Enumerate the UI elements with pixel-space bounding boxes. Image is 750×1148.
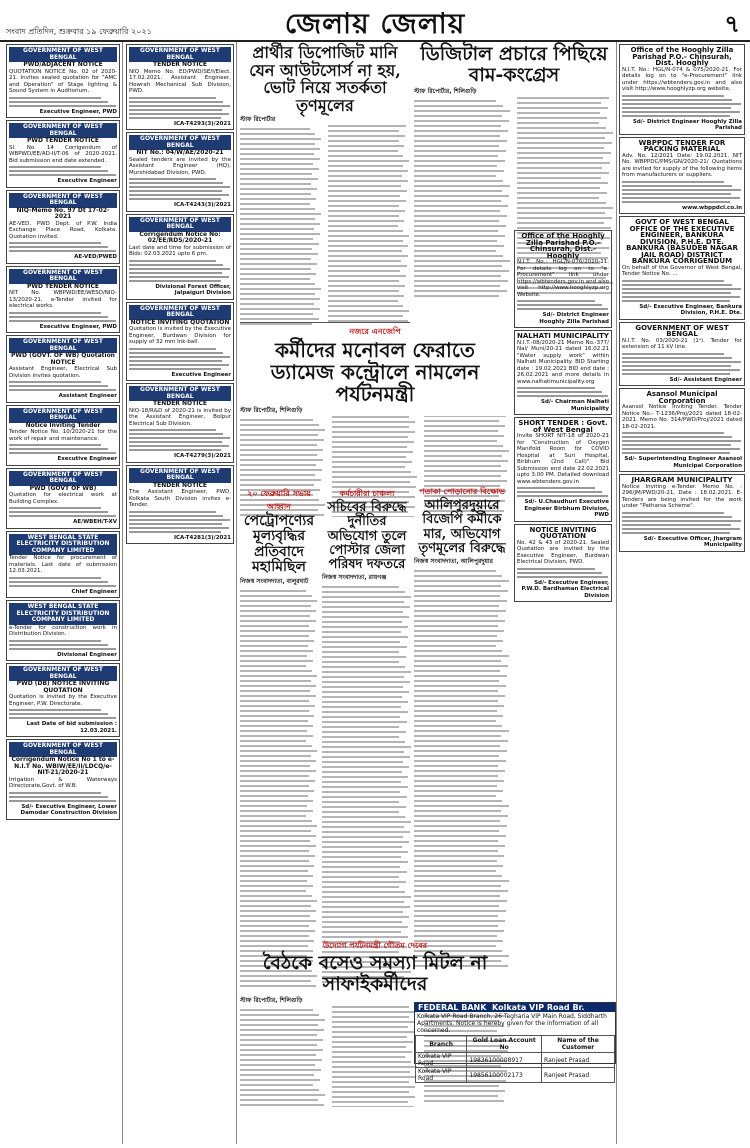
table-header-cell: Branch (416, 1036, 467, 1053)
tender-ad (6, 739, 120, 820)
ad-govt-banner: GOVERNMENT OF WEST BENGAL (9, 47, 117, 62)
tender-ad (6, 120, 120, 188)
ad-text-lines (517, 568, 609, 578)
ad-signature: Sd/- Chairman Nalhati Municipality (541, 399, 609, 412)
ad-signature: Divisional Engineer (57, 651, 117, 658)
ad-signature: Divisional Forest Officer, Jalpaiguri Division (155, 283, 231, 296)
ad-body: On behalf of the Governor of West Bengal, Tender Notice No. ... (622, 264, 742, 277)
ad-body: Sealed tenders are invited by the Assistant Engineer (HQ), Murshidabad Division, PWD. (129, 156, 231, 176)
ad-signature: AE-VED/PWED (74, 254, 117, 260)
ad-body: Tender Notice for procurement of materials. Last date of submission 12.03.2021. (9, 555, 117, 574)
section-title: জেলায় জেলায় (284, 7, 466, 40)
ad-heading: Office of the Hooghly Zilla Parishad P.O.-Chinsurah, Dist.-Hooghly (521, 232, 605, 260)
ad-body: N.I.T. No. 03/2020-21 (1ᵃ). Tender for extension of 11 kV line. (622, 337, 742, 350)
ad-body: N.I.T.-08/2020-21 Memo No.-377/ Nal/ Muni/20-21 dated 16.02.21 "Water supply work" within Nalhati Municipality. BID Starting date : 19.02.2021 BID end date : 26.02.2021 and more details in www.nalhatimunicipality.org (517, 339, 609, 385)
table-cell: 19836100008917 (467, 1053, 542, 1068)
tender-ad (514, 417, 612, 522)
ad-subtitle: Corrigendum Notice No 1 to e-N.I.T No. WBIW/EE/II/LDCQ/e-NIT-21/2020-21 (11, 756, 115, 776)
table-row (416, 1053, 615, 1068)
ad-heading: WBPPDC TENDER FOR PACKING MATERIAL (638, 138, 726, 153)
ad-subtitle: NIT No.: 04/W/AE/2020-21 (136, 149, 224, 156)
ad-subtitle: PWD (DB) NOTICE INVITING QUOTATION (16, 680, 110, 694)
ad-body: The Assistant Engineer, PWD, Kolkata South Division invites e-Tender. (129, 489, 231, 508)
headline: পেট্রোপণ্যের মূল্যবৃদ্ধির প্রতিবাদে মহামিছিল (243, 513, 315, 576)
ad-signature: Last Date of bid submission : 12.03.2021. (26, 721, 117, 734)
byline: স্টাফ রিপোর্টার (240, 116, 276, 124)
byline: নিজস্ব সংবাদদাতা, বালুরঘাট (240, 577, 309, 585)
story-digital (414, 44, 614, 224)
ad-signature: ICA-T4293(3)/2021 (173, 120, 231, 127)
ad-body: Tender Notice No. 10/2020-21 for the work of repair and maintenance. (9, 429, 117, 442)
story-body (240, 590, 318, 987)
ad-govt-banner: WEST BENGAL STATE ELECTRICITY DISTRIBUTION COMPANY LIMITED (9, 603, 117, 625)
tender-ad (126, 383, 234, 463)
ad-signature: Sd/- Executive Engineer, Bankura Division, P.H.E. Dte. (639, 303, 742, 316)
ad-body: NIQ-18/R&D of 2020-21 is invited by the Assistant Engineer, Bolpur Electrical Sub Division. (129, 407, 231, 427)
ad-signature: Assistant Engineer (58, 393, 117, 399)
left-ad-column (4, 42, 123, 1144)
ad-signature: ICA-T4281(3)/2021 (173, 534, 231, 541)
ad-signature: Sd/- District Engineer Hooghly Zilla Parishad (632, 118, 742, 131)
kicker: উদ্যোগ পর্যটনমন্ত্রী গৌতম দেবের (322, 940, 428, 950)
story-alipurduar (414, 486, 510, 736)
bank-ad-body: Kolkata VIP Road Branch, 26 Tegharia VIP Main Road, Siddharth Apartments. Notice is hereby given for the information of all concerned. (417, 1013, 607, 1034)
ad-govt-banner: GOVERNMENT OF WEST BENGAL (9, 123, 117, 138)
ad-text-lines (129, 260, 231, 282)
right-ad-column (616, 42, 747, 1144)
ad-text-lines (129, 97, 231, 119)
tender-ad (619, 216, 745, 320)
headline: বৈঠকে বসেও সমস্যা মিটল না সাফাইকর্মীদের (262, 952, 488, 995)
ad-body: Invite SHORT NIT-18 of 2020-21 for "Construction of Oxygen Manifold Room for COVID Hospital at Suri Hospital, Birbhum (2nd Call)" Bid Submission end date 22.02.2021 upto 3:00 PM. Detailed download www.wbtenders.gov.in (517, 433, 609, 485)
bank-branch: Kolkata VIP Road Br. (492, 1003, 585, 1012)
story-body (414, 570, 510, 967)
ad-text-lines (129, 348, 231, 370)
ad-body: Last date and time for submission of Bids: 02.03.2021 upto 6 pm. (129, 244, 231, 257)
ad-subtitle: PWD TENDER NOTICE (26, 137, 100, 144)
ad-signature: Sd/- U.Chaudhuri Executive Engineer Birbhum Division, PWD (524, 499, 609, 518)
story-deposit (240, 44, 410, 320)
page-number: ৭ (724, 9, 740, 38)
ad-text-lines (129, 429, 231, 451)
ad-heading: GOVT OF WEST BENGAL OFFICE OF THE EXECUTIVE ENGINEER, BANKURA DIVISION, P.H.E. DTE. BANKURA (BASUDEB NAGAR JAIL ROAD) DISTRICT BANKURA CORRIGENDUM (626, 218, 738, 265)
ad-govt-banner: GOVERNMENT OF WEST BENGAL (9, 269, 117, 284)
ad-govt-banner: WEST BENGAL STATE ELECTRICITY DISTRIBUTION COMPANY LIMITED (9, 534, 117, 556)
ad-signature: Executive Engineer (57, 178, 117, 184)
ad-text-lines (129, 511, 231, 533)
ad-signature: ICA-T4243(3)/2021 (173, 202, 231, 208)
tender-ad (619, 44, 745, 135)
ad-subtitle: TENDER NOTICE (153, 481, 207, 489)
ad-text-lines (9, 507, 117, 517)
ad-text-lines (9, 792, 117, 802)
tender-ad (619, 474, 745, 552)
ad-subtitle: TENDER NOTICE (153, 400, 207, 407)
ad-subtitle: PWD (GOVT OF WB) (29, 484, 97, 492)
ad-text-lines (517, 487, 609, 497)
kicker: কর্মচারীরা চাঞ্চল্য (339, 488, 395, 498)
ad-text-lines (517, 387, 609, 397)
table-cell: Ranjeet Prasad (542, 1053, 615, 1068)
byline: নিজস্ব সংবাদদাতা, আলিপুরদুয়ার (414, 558, 493, 566)
ad-subtitle: PWD/ADJACENT NOTICE (23, 61, 103, 68)
tender-ad (6, 335, 120, 403)
ad-signature: Sd/- Executive Engineer, Lower Damodar Construction Division (20, 803, 117, 816)
ad-heading: NALHATI MUNICIPALITY (517, 332, 609, 340)
ad-body: Asansol Notice Inviting Tender. Tender Notice No.- T-1236/Proj/2021 dated 18-02-2021. Memo No. 314/PWD/Proj/2021 dated 18-02-2021. (622, 404, 742, 430)
ad-govt-banner: GOVERNMENT OF WEST BENGAL (129, 386, 231, 401)
story-petrol (240, 488, 318, 838)
ad-body: N.I.T. No.: HGL/N-076/2020-21. For details log on to "e-Procurement" link under https://wbtenders.gov.in and also visit http://www.hooghlyzp.org Website. (517, 259, 609, 298)
ad-text-lines (9, 242, 117, 252)
ad-signature: Chief Engineer (71, 588, 117, 595)
byline: স্টাফ রিপোর্টার, শিলিগুড়ি (240, 407, 303, 414)
tender-ad (514, 330, 612, 415)
ad-text-lines (622, 353, 742, 375)
table-row (416, 1068, 615, 1083)
bank-ad (414, 1002, 616, 1082)
story-body (322, 586, 412, 983)
ad-heading: GOVERNMENT OF WEST BENGAL (635, 323, 729, 338)
ad-signature: Executive Engineer, PWD (39, 108, 117, 115)
table-header-cell: Name of the Customer (542, 1036, 615, 1053)
ad-text-lines (9, 381, 117, 391)
ad-govt-banner: GOVERNMENT OF WEST BENGAL (129, 305, 231, 320)
ad-signature: www.wbppdcl.co.in (682, 204, 742, 211)
tender-ad (6, 44, 120, 118)
ad-govt-banner: GOVERNMENT OF WEST BENGAL (129, 135, 231, 150)
table-cell: 19856100002173 (467, 1068, 542, 1083)
byline: স্টাফ রিপোর্টার, শিলিগুড়ি (414, 87, 477, 95)
ad-body: Notice Inviting e-Tender. Memo No. : 296/JM/PWD/20-21, Date : 18.02.2021. E-Tenders are being invited for the work under "Patharsa Scheme". (622, 483, 742, 509)
byline: স্টাফ রিপোর্টার, শিলিগুড়ি (240, 996, 303, 1004)
kicker: ২০ ফেব্রুয়ারি সভায় আহ্বান (247, 488, 311, 511)
ad-text-lines (9, 444, 117, 454)
table-cell: Kolkata VIP Road (416, 1053, 467, 1068)
story-damage-control (240, 326, 510, 486)
tender-ad (619, 322, 745, 387)
ad-body: N.I.T. No.: HGL/N-074 & 075/2020-21. For details log on to "e-Procurement" link under https://wbtenders.gov.in and also visit http://www.hooghlyzp.org website. (622, 66, 742, 92)
ad-body: QUOTATION NOTICE No. 02 of 2020-21. Invites sealed quotation for "AMC and Operation" of Stage lighting & Sound System in Auditorium. (9, 68, 117, 94)
ad-subtitle: PWD TENDER NOTICE (26, 282, 100, 290)
ad-body: NIQ Memo No. ED/PWD/SE/I/Elect. 17.02.2021. Assistant Engineer, Howrah Mechanical Sub Division, PWD. (129, 68, 231, 94)
ad-body: Irrigation & Waterways Directorate,Govt. of W.B. (9, 776, 117, 789)
ad-text-lines (9, 709, 117, 719)
tender-ad (6, 266, 120, 334)
ad-signature: Executive Engineer, PWD (39, 323, 117, 330)
ad-signature: AE/WBEH/T-XV (73, 519, 117, 525)
ad-text-lines (9, 577, 117, 587)
ad-subtitle: NIQ-Memo No. 97 Dt 17-02-2021 (16, 206, 110, 220)
divider (240, 322, 410, 323)
ad-text-lines (622, 280, 742, 302)
ad-heading: Asansol Municipal Corporation (646, 390, 718, 405)
ad-signature: Sd/- Assistant Engineer (669, 376, 742, 383)
ad-signature: Sd/- Executive Engineer, P.W.D. Bardhaman Electrical Division (521, 579, 609, 599)
ad-body: Quotation is invited by the Executive Engineer, Burdwan Division for supply of 32 mm Ink-ball. (129, 326, 231, 345)
tender-ad (126, 132, 234, 212)
ad-body: Quotation for electrical work at Building Complex. (9, 492, 117, 505)
table-header-cell: Gold Loan Account No (467, 1036, 542, 1053)
table-cell: Kolkata VIP Road (416, 1068, 467, 1083)
ad-body: Sl. No. 14 Corrigendum of WBPWD/EE/AD-II/T-06 of 2020-2021. Bid submission end date extended. (9, 144, 117, 164)
table-cell: Ranjeet Prasad (542, 1068, 615, 1083)
headline: ডিজিটাল প্রচারে পিছিয়ে বাম-কংগ্রেস (420, 43, 608, 86)
ad-text-lines (622, 512, 742, 534)
ad-govt-banner: GOVERNMENT OF WEST BENGAL (9, 193, 117, 208)
headline: কর্মীদের মনোবল ফেরাতে ড্যামেজ কন্ট্রোলে নামলেন পর্যটনমন্ত্রী (270, 338, 480, 406)
story-body (240, 125, 410, 327)
ad-subtitle: NOTICE INVITING QUOTATION (130, 318, 230, 326)
ad-heading: JHARGRAM MUNICIPALITY (631, 476, 733, 484)
ad-signature: Executive Engineer (171, 371, 231, 378)
ad-subtitle: Notice Inviting Tender (25, 421, 101, 429)
gold-loan-table (415, 1035, 615, 1083)
ad-text-lines (9, 312, 117, 322)
page-header (0, 0, 750, 42)
tender-ad (126, 44, 234, 130)
ad-govt-banner: GOVERNMENT OF WEST BENGAL (129, 468, 231, 483)
ad-signature: Sd/- Superintending Engineer Asansol Municipal Corporation (624, 456, 742, 469)
ad-body: NIT No. WBPWD/EE/WESD/NIQ-13/2020-21. e-Tender invited for electrical works. (9, 290, 117, 309)
headline: প্রার্থীর ডিপোজিট মানি যেন আউটসোর্স না হয়, ভোট নিয়ে সতর্কতা তৃণমূলের (249, 43, 401, 115)
ad-body: e-Tender for construction work in Distribution Division. (9, 624, 117, 637)
ad-text-lines (9, 640, 117, 650)
ad-heading: SHORT TENDER : Govt. of West Bengal (518, 419, 608, 434)
tender-ad (514, 524, 612, 603)
table-header-row (416, 1036, 615, 1053)
ad-text-lines (622, 95, 742, 117)
ad-text-lines (9, 166, 117, 176)
tender-ad (126, 214, 234, 300)
tender-ad (126, 465, 234, 545)
ad-body: AE-VED, PWD Dept. of P.W. India Exchange Place Road, Kolkata. Quotation invited. (9, 220, 117, 240)
dateline: সংবাদ প্রতিদিন, শুক্রবার ১৯ ফেব্রুয়ারি ২০২১ (6, 27, 152, 36)
ad-subtitle: TENDER NOTICE (153, 61, 207, 68)
tender-ad (6, 663, 120, 737)
ad-signature: Sd/- District Engineer Hooghly Zilla Parishad (539, 312, 609, 325)
ad-subtitle: Corrigendum Notice No: 02/EE/RDS/2020-21 (139, 230, 221, 244)
ad-govt-banner: GOVERNMENT OF WEST BENGAL (9, 408, 117, 423)
tender-ad (6, 405, 120, 466)
tender-ad (619, 388, 745, 472)
bank-name-bar (415, 1003, 615, 1012)
ad-govt-banner: GOVERNMENT OF WEST BENGAL (129, 217, 231, 232)
ad-text-lines (9, 97, 117, 107)
ad-text-lines (129, 178, 231, 200)
ad-text-lines (622, 181, 742, 203)
tender-ad (6, 600, 120, 661)
bank-name: FEDERAL BANK (418, 1003, 487, 1012)
ad-text-lines (622, 432, 742, 454)
tender-ad (6, 531, 120, 599)
ad-body: No. 42 & 43 of 2020-21. Sealed Quotation are invited by the Executive Engineer, Burdwan Electrical Division, PWD. (517, 539, 609, 565)
tender-ad (619, 137, 745, 215)
story-secretary (322, 488, 412, 838)
kicker: পতাকা পোড়ানোর বিক্ষোভ (419, 486, 505, 496)
ad-body: Assistant Engineer, Electrical Sub Division invites quotation. (9, 366, 117, 379)
headline: সচিবের বিরুদ্ধে দুর্নীতির অভিযোগ তুলে পোস্টার জেলা পরিষদ দফতরে (327, 500, 407, 573)
ad-heading: Office of the Hooghly Zilla Parishad P.O.- Chinsurah, Dist. Hooghly (630, 46, 734, 67)
tender-ad (6, 468, 120, 529)
byline: নিজস্ব সংবাদদাতা, রায়গঞ্জ (322, 574, 387, 582)
ad-govt-banner: GOVERNMENT OF WEST BENGAL (9, 742, 117, 757)
ad-body: Quotation is invited by the Executive Engineer, P.W. Directorate. (9, 694, 117, 707)
ad-signature: Executive Engineer (57, 456, 117, 462)
ad-signature: ICA-T4279(3)/2021 (173, 453, 231, 459)
ad-signature: Sd/- Executive Officer, Jhargram Municipality (643, 535, 742, 548)
ad-govt-banner: GOVERNMENT OF WEST BENGAL (9, 471, 117, 486)
mid-ad-column (124, 42, 237, 1144)
tender-ad (6, 190, 120, 264)
tender-ad (126, 302, 234, 382)
headline: আলিপুরদুয়ারে বিজেপি কর্মীকে মার, অভিযোগ তৃণমূলের বিরুদ্ধে (418, 498, 506, 556)
ad-subtitle: PWD (GOVT. OF WB) Quotation NOTICE (11, 352, 115, 366)
ad-heading: NOTICE INVITING QUOTATION (529, 525, 597, 540)
ad-text-lines (517, 300, 609, 310)
ad-govt-banner: GOVERNMENT OF WEST BENGAL (129, 47, 231, 62)
ad-govt-banner: GOVERNMENT OF WEST BENGAL (9, 666, 117, 681)
kicker: নজরে এনজেপি (349, 326, 401, 336)
ad-govt-banner: GOVERNMENT OF WEST BENGAL (9, 338, 117, 353)
ad-body: Adv. No. 12/2021 Date: 19.02.2021. NIT No. WBPPDC/PMS/GN/2020-21/ Quotations are invited for supply of the following items from manufacturers or suppliers. (622, 152, 742, 178)
tender-ad (514, 230, 612, 328)
